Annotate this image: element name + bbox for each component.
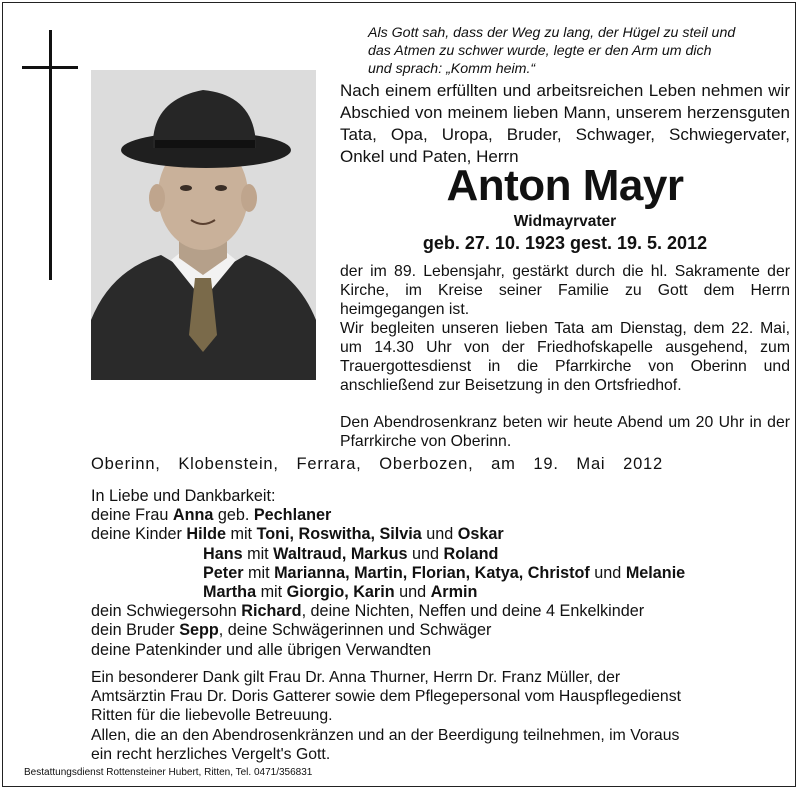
funeral-paragraph: Wir begleiten unseren lieben Tata am Dienstag, dem 22. Mai, um 14.30 Uhr von der Friedhofskapelle ausgehend, zum Trauergottesdienst in die Pfarrkirche von Oberinn und anschließend zur Beisetzung in den Ortsfriedhof.	[340, 320, 790, 394]
others-line: deine Patenkinder und alle übrigen Verwandten	[91, 640, 432, 659]
quote-line: Als Gott sah, dass der Weg zu lang, der Hügel zu steil und	[368, 25, 736, 41]
child-line: Hans mit Waltraud, Markus und Roland	[203, 544, 499, 563]
portrait-photo	[91, 70, 316, 380]
thanks-paragraph: Allen, die an den Abendrosenkränzen und an der Beerdigung teilnehmen, im Voraus ein recht herzliches Vergelt's Gott.	[91, 726, 680, 763]
mourners-heading: In Liebe und Dankbarkeit:	[91, 487, 276, 505]
son-in-law-line: dein Schwiegersohn Richard, deine Nichten, Neffen und deine 4 Enkelkinder	[91, 602, 645, 621]
epigraph-quote	[368, 24, 798, 78]
thanks-paragraph: Ein besonderer Dank gilt Frau Dr. Anna Thurner, Herrn Dr. Franz Müller, der Amtsärztin Frau Dr. Doris Gatterer sowie dem Pflegepersonal vom Hauspflegedienst Ritten für die liebevolle Betreuung.	[91, 669, 681, 725]
rosary-paragraph: Den Abendrosenkranz beten wir heute Abend um 20 Uhr in der Pfarrkirche von Oberinn.	[340, 414, 790, 450]
place-date: Oberinn, Klobenstein, Ferrara, Oberbozen, am 19. Mai 2012	[91, 455, 663, 473]
quote-line: das Atmen zu schwer wurde, legte er den Arm um dich	[368, 43, 712, 59]
undertaker-footer: Bestattungsdienst Rottensteiner Hubert, Ritten, Tel. 0471/356831	[24, 767, 313, 778]
mourners-list	[91, 487, 771, 660]
deceased-name: Anton Mayr	[446, 161, 684, 210]
brother-line: dein Bruder Sepp, deine Schwägerinnen und Schwäger	[91, 621, 492, 640]
deceased-farm-name: Widmayrvater	[513, 213, 617, 230]
death-paragraph: der im 89. Lebensjahr, gestärkt durch die hl. Sakramente der Kirche, im Kreise seiner Familie zu Gott dem Herrn heimgegangen ist.	[340, 263, 790, 318]
wife-line: deine Frau Anna geb. Pechlaner	[91, 506, 332, 525]
intro-text: Nach einem erfüllten und arbeitsreichen Leben nehmen wir Abschied von meinem lieben Mann, unserem herzensguten Tata, Opa, Uropa, Bruder, Schwager, Schwiegervater, Onkel und Paten, Herrn	[340, 81, 790, 166]
child-line: Martha mit Giorgio, Karin und Armin	[203, 583, 478, 602]
thanks-section	[91, 668, 691, 764]
life-dates: geb. 27. 10. 1923 gest. 19. 5. 2012	[422, 233, 708, 253]
child-line: deine Kinder Hilde mit Toni, Roswitha, Silvia und Oskar	[91, 525, 504, 544]
quote-line: und sprach: „Komm heim.“	[368, 61, 536, 77]
child-line: Peter mit Marianna, Martin, Florian, Katya, Christof und Melanie	[203, 563, 686, 582]
